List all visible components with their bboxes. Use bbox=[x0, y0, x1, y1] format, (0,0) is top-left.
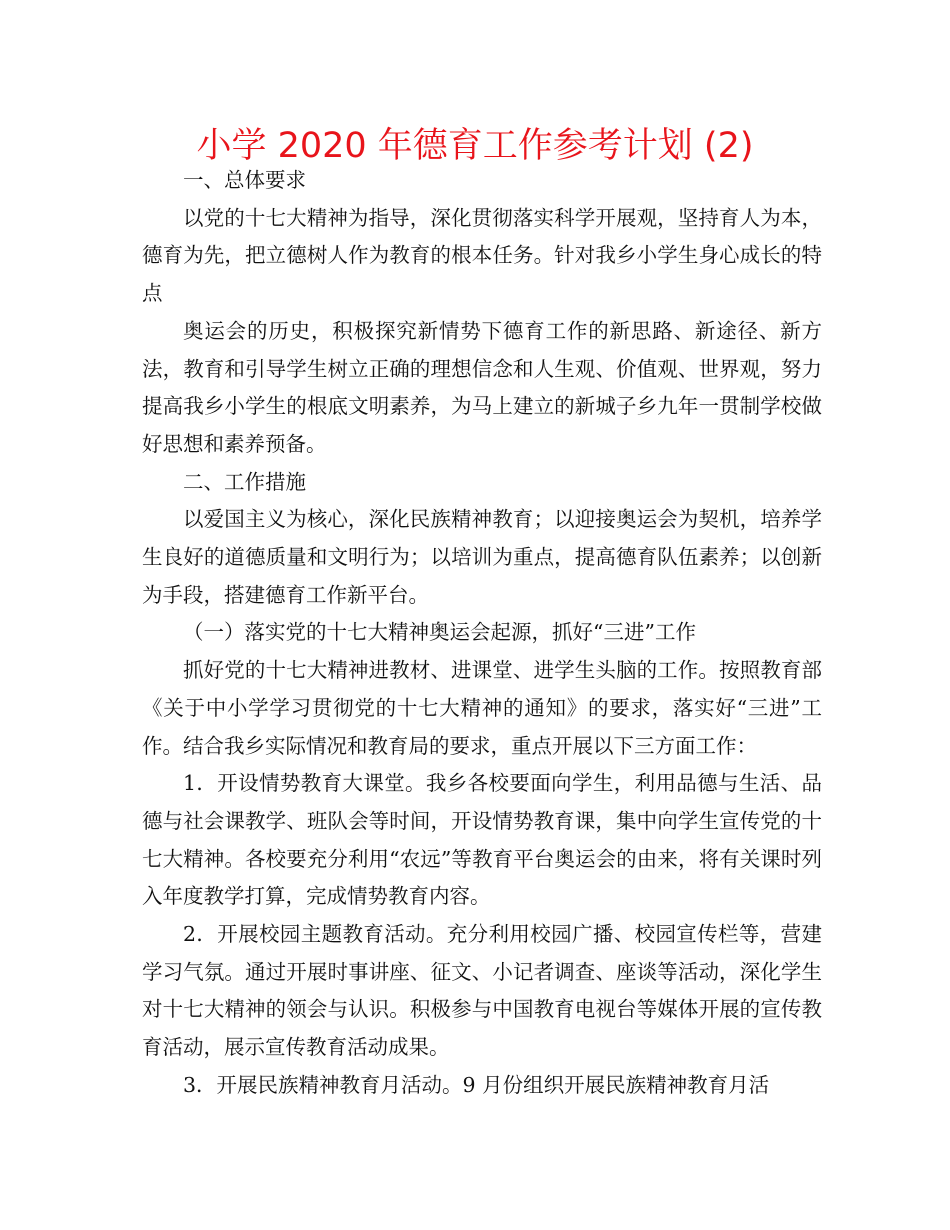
subsection-heading: （一）落实党的十七大精神奥运会起源，抓好“三进”工作 bbox=[183, 620, 696, 645]
list-item: 3．开展民族精神教育月活动。9 月份组织开展民族精神教育月活 bbox=[183, 1072, 770, 1097]
list-item: 2．开展校园主题教育活动。充分利用校园广播、校园宣传栏等，营建学习气氛。通过开展时事讲座、征文、小记者调查、座谈等活动，深化学生对十七大精神的领会与认识。积极参与中国教育电视台等媒体开展的宣传教育活动，展示宣传教育活动成果。 bbox=[142, 922, 822, 1060]
paragraph: 以爱国主义为核心，深化民族精神教育；以迎接奥运会为契机，培养学生良好的道德质量和文明行为；以培训为重点，提高德育队伍素养；以创新为手段，搭建德育工作新平台。 bbox=[142, 507, 822, 607]
section-heading-general-requirements: 一、总体要求 bbox=[183, 168, 306, 192]
paragraph: 奥运会的历史，积极探究新情势下德育工作的新思路、新途径、新方法，教育和引导学生树立正确的理想信念和人生观、价值观、世界观，努力提高我乡小学生的根底文明素养，为马上建立的新城子乡九年一贯制学校做好思想和素养预备。 bbox=[142, 318, 822, 456]
document-title: 小学 2020 年德育工作参考计划 (2) bbox=[196, 126, 754, 166]
section-heading-work-measures: 二、工作措施 bbox=[183, 469, 306, 494]
paragraph: 抓好党的十七大精神进教材、进课堂、进学生头脑的工作。按照教育部《关于中小学学习贯彻党的十七大精神的通知》的要求，落实好“三进”工作。结合我乡实际情况和教育局的要求，重点开展以下三方面工作： bbox=[142, 658, 822, 758]
list-item: 1．开设情势教育大课堂。我乡各校要面向学生，利用品德与生活、品德与社会课教学、班队会等时间，开设情势教育课，集中向学生宣传党的十七大精神。各校要充分利用“农远”等教育平台奥运会的由来，将有关课时列入年度教学打算，完成情势教育内容。 bbox=[142, 771, 822, 909]
document-body bbox=[142, 162, 822, 1105]
paragraph: 以党的十七大精神为指导，深化贯彻落实科学开展观，坚持育人为本，德育为先，把立德树人作为教育的根本任务。针对我乡小学生身心成长的特点 bbox=[142, 205, 822, 306]
